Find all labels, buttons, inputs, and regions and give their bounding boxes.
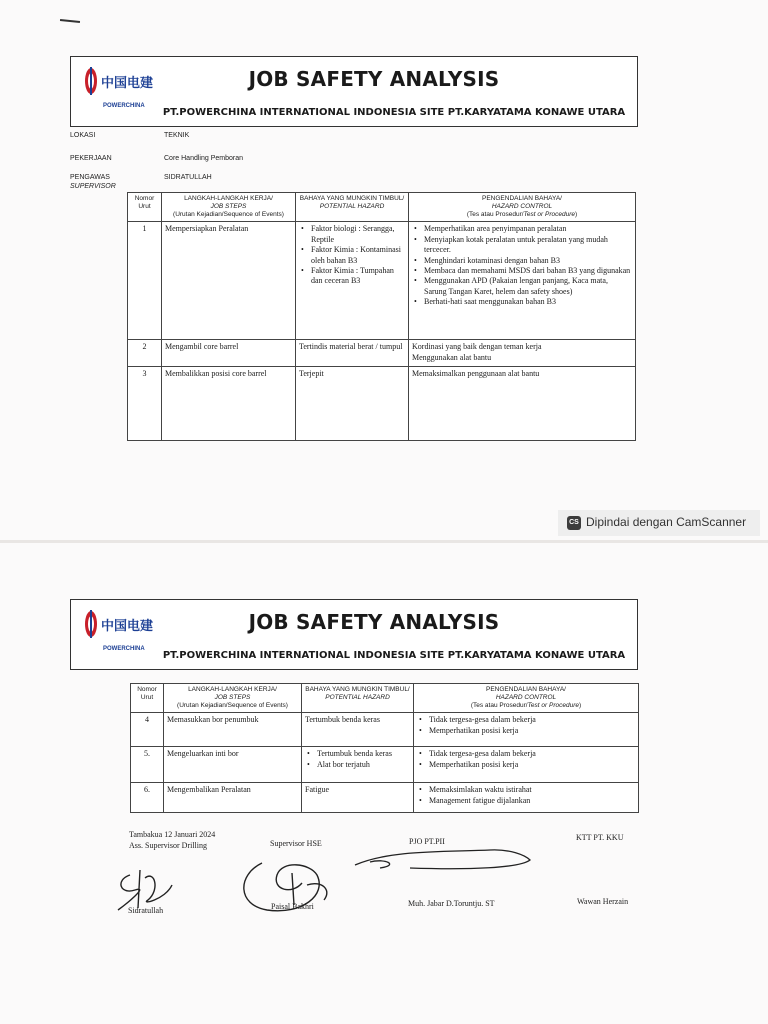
logo-brand-text: POWERCHINA bbox=[103, 646, 145, 652]
pen-mark bbox=[60, 19, 80, 23]
company-subtitle: PT.POWERCHINA INTERNATIONAL INDONESIA SITE PT.KARYATAMA KONAWE UTARA bbox=[162, 650, 626, 661]
header-control: PENGENDALIAN BAHAYA/ HAZARD CONTROL (Tes atau Prosedur/Test or Procedure) bbox=[414, 684, 639, 713]
table-row bbox=[131, 783, 639, 813]
row-step: Mempersiapkan Peralatan bbox=[162, 222, 296, 340]
row-step: Membalikkan posisi core barrel bbox=[162, 367, 296, 441]
row-control bbox=[409, 367, 636, 441]
camscanner-label: Dipindai dengan CamScanner bbox=[586, 515, 747, 529]
lokasi-value: TEKNIK bbox=[164, 132, 190, 139]
header-control: PENGENDALIAN BAHAYA/ HAZARD CONTROL (Tes atau Prosedur/Test or Procedure) bbox=[409, 193, 636, 222]
hazard-item: • Alat bor terjatuh bbox=[305, 760, 410, 770]
pekerjaan-label: PEKERJAAN bbox=[70, 155, 112, 162]
table-row bbox=[131, 713, 639, 747]
hazard-item: • Faktor Kimia : Kontaminasi oleh bahan B3 bbox=[299, 245, 405, 266]
row-step: Mengambil core barrel bbox=[162, 340, 296, 367]
row-step: Mengeluarkan inti bor bbox=[164, 747, 302, 783]
table-row bbox=[128, 340, 636, 367]
role-ktt: KTT PT. KKU bbox=[576, 833, 624, 842]
role-supervisor-hse: Supervisor HSE bbox=[270, 839, 322, 848]
lokasi-label: LOKASI bbox=[70, 132, 96, 139]
header-hazard: BAHAYA YANG MUNGKIN TIMBUL/ POTENTIAL HAZARD bbox=[302, 684, 414, 713]
header-hazard: BAHAYA YANG MUNGKIN TIMBUL/ POTENTIAL HAZARD bbox=[296, 193, 409, 222]
document-title: JOB SAFETY ANALYSIS bbox=[248, 67, 500, 91]
row-number: 3 bbox=[128, 367, 162, 441]
logo-cn-text: 中国电建 bbox=[101, 76, 154, 91]
name-muh-jabar: Muh. Jabar D.Toruntju. ST bbox=[408, 899, 495, 908]
row-hazard: Tertumbuk benda keras bbox=[302, 713, 414, 747]
control-item: • Memperhatikan posisi kerja bbox=[417, 760, 635, 770]
header-steps: LANGKAH-LANGKAH KERJA/ JOB STEPS (Urutan Kejadian/Sequence of Events) bbox=[164, 684, 302, 713]
hazard-item: • Tertumbuk benda keras bbox=[305, 749, 410, 759]
control-line: Menggunakan alat bantu bbox=[412, 352, 492, 362]
row-hazard: Terjepit bbox=[296, 367, 409, 441]
company-subtitle: PT.POWERCHINA INTERNATIONAL INDONESIA SITE PT.KARYATAMA KONAWE UTARA bbox=[162, 107, 626, 118]
control-item: • Menghindari kotaminasi dengan bahan B3 bbox=[412, 256, 632, 266]
supervisor-label: SUPERVISOR bbox=[70, 183, 116, 190]
row-hazard: Tertindis material berat / tumpul bbox=[296, 340, 409, 367]
pekerjaan-value: Core Handling Pemboran bbox=[164, 155, 243, 162]
row-number: 2 bbox=[128, 340, 162, 367]
table-row bbox=[128, 222, 636, 340]
hazard-item: • Faktor biologi : Serangga, Reptile bbox=[299, 224, 405, 245]
jsa-table-page-1 bbox=[127, 192, 636, 441]
document-title: JOB SAFETY ANALYSIS bbox=[248, 610, 500, 634]
control-item: • Tidak tergesa-gesa dalam bekerja bbox=[417, 749, 635, 759]
control-item: • Membaca dan memahami MSDS dari bahan B3 yang digunakan bbox=[412, 266, 632, 276]
jsa-header bbox=[70, 56, 638, 127]
table-header-row bbox=[128, 193, 636, 222]
jsa-header bbox=[70, 599, 638, 670]
camscanner-icon: CS bbox=[567, 516, 581, 530]
logo-cn-text: 中国电建 bbox=[101, 619, 154, 634]
control-item: • Memaksimlakan waktu istirahat bbox=[417, 785, 635, 795]
header-steps: LANGKAH-LANGKAH KERJA/ JOB STEPS (Urutan Kejadian/Sequence of Events) bbox=[162, 193, 296, 222]
control-item: • Tidak tergesa-gesa dalam bekerja bbox=[417, 715, 635, 725]
row-hazard: Fatigue bbox=[302, 783, 414, 813]
name-sidratullah: Sidratullah bbox=[128, 906, 164, 915]
row-control bbox=[414, 783, 639, 813]
role-pjo: PJO PT.PII bbox=[409, 837, 445, 846]
name-paisal: Paisal Bakhri bbox=[271, 902, 314, 911]
row-number: 6. bbox=[131, 783, 164, 813]
hazard-item: • Faktor Kimia : Tumpahan dan ceceran B3 bbox=[299, 266, 405, 287]
row-step: Mengembalikan Peralatan bbox=[164, 783, 302, 813]
row-hazard bbox=[296, 222, 409, 340]
row-control bbox=[409, 340, 636, 367]
table-row bbox=[128, 367, 636, 441]
row-control bbox=[414, 713, 639, 747]
jsa-table-page-2 bbox=[130, 683, 639, 813]
row-number: 5. bbox=[131, 747, 164, 783]
place-date: Tambakua 12 Januari 2024 bbox=[129, 830, 216, 839]
control-item: • Memperhatikan posisi kerja bbox=[417, 726, 635, 736]
row-control bbox=[409, 222, 636, 340]
camscanner-watermark bbox=[558, 510, 760, 536]
logo-brand-text: POWERCHINA bbox=[103, 103, 145, 109]
control-item: • Memperhatikan area penyimpanan peralatan bbox=[412, 224, 632, 234]
row-step: Memasukkan bor penumbuk bbox=[164, 713, 302, 747]
pengawas-value: SIDRATULLAH bbox=[164, 174, 212, 181]
name-wawan: Wawan Herzain bbox=[577, 897, 629, 906]
row-hazard bbox=[302, 747, 414, 783]
signature-pjo bbox=[350, 840, 540, 875]
row-number: 1 bbox=[128, 222, 162, 340]
control-line: Kordinasi yang baik dengan teman kerja bbox=[412, 342, 542, 352]
row-control bbox=[414, 747, 639, 783]
header-nomor: Nomor Urut bbox=[128, 193, 162, 222]
row-number: 4 bbox=[131, 713, 164, 747]
control-item: • Management fatigue dijalankan bbox=[417, 796, 635, 806]
table-row bbox=[131, 747, 639, 783]
pengawas-label: PENGAWAS bbox=[70, 174, 110, 181]
control-item: • Menyiapkan kotak peralatan untuk peralatan yang mudah tercecer. bbox=[412, 235, 632, 256]
header-nomor: Nomor Urut bbox=[131, 684, 164, 713]
role-ass-supervisor: Ass. Supervisor Drilling bbox=[129, 841, 207, 850]
table-header-row bbox=[131, 684, 639, 713]
control-item: • Berhati-hati saat menggunakan bahan B3 bbox=[412, 297, 632, 307]
control-line: Memaksimalkan penggunaan alat bantu bbox=[412, 369, 540, 379]
control-item: • Menggunakan APD (Pakaian lengan panjang, Kaca mata, Sarung Tangan Karet, helem dan safety shoes) bbox=[412, 276, 632, 297]
